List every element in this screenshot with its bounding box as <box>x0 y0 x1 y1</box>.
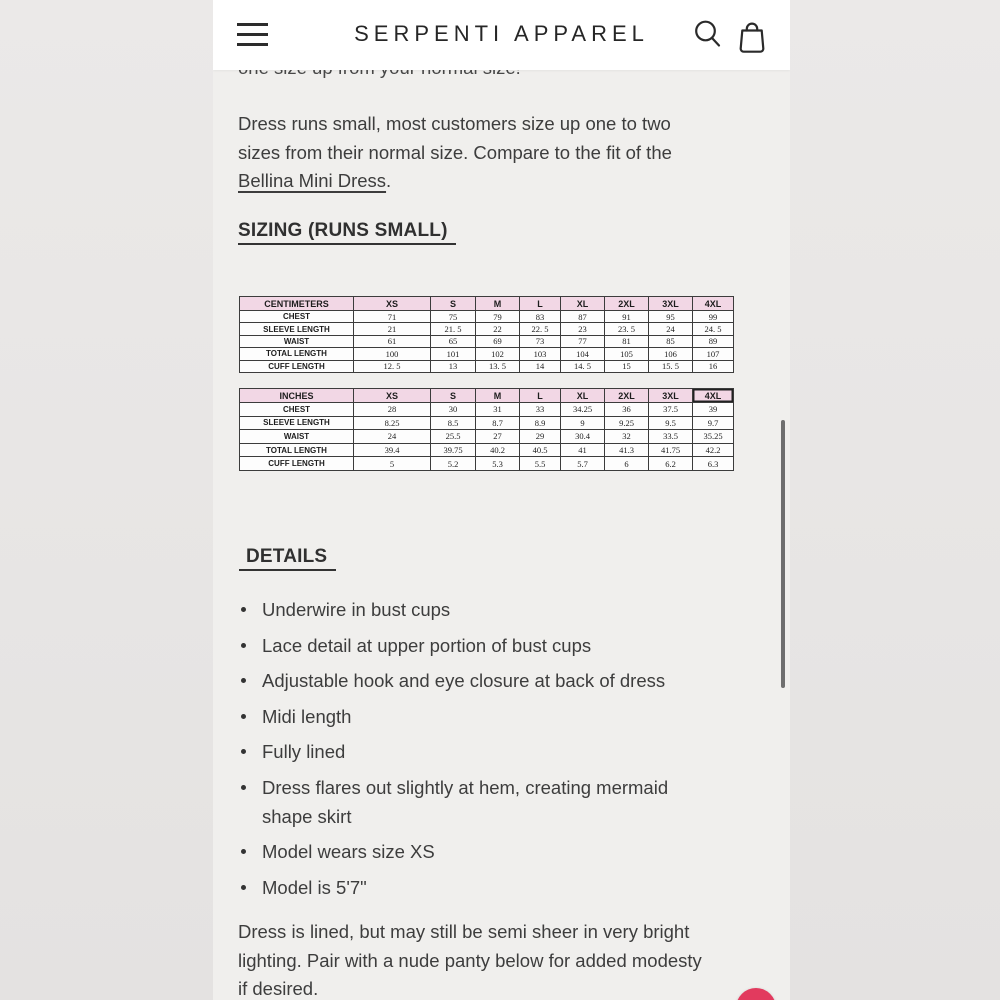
measurement-value-cell: 15 <box>605 360 649 372</box>
measurement-value-cell: 30.4 <box>561 430 605 444</box>
search-icon[interactable] <box>692 14 722 54</box>
list-item: Dress flares out slightly at hem, creating mermaid shape skirt <box>238 773 716 831</box>
measurement-value-cell: 61 <box>354 335 431 347</box>
brand-title: SERPENTI APPAREL <box>354 21 649 46</box>
measurement-value-cell: 75 <box>431 311 476 323</box>
measurement-label-cell: TOTAL LENGTH <box>240 348 354 360</box>
measurement-value-cell: 22 <box>476 323 520 335</box>
size-table-row <box>240 311 734 323</box>
measurement-value-cell: 14. 5 <box>561 360 605 372</box>
list-item: Midi length <box>238 702 716 731</box>
measurement-value-cell: 104 <box>561 348 605 360</box>
measurement-value-cell: 37.5 <box>649 403 693 417</box>
measurement-label-cell: CUFF LENGTH <box>240 360 354 372</box>
measurement-value-cell: 8.5 <box>431 416 476 430</box>
measurement-label-cell: CUFF LENGTH <box>240 457 354 471</box>
size-table-centimeters <box>239 296 734 373</box>
measurement-label-cell: WAIST <box>240 430 354 444</box>
size-header-cell: 4XL <box>693 297 734 311</box>
measurement-value-cell: 22. 5 <box>520 323 561 335</box>
size-table-row <box>240 348 734 360</box>
size-header-cell: XS <box>354 389 431 403</box>
measurement-value-cell: 40.5 <box>520 443 561 457</box>
measurement-value-cell: 40.2 <box>476 443 520 457</box>
intro-text-after: . <box>386 170 392 191</box>
measurement-value-cell: 8.7 <box>476 416 520 430</box>
measurement-value-cell: 24. 5 <box>693 323 734 335</box>
measurement-value-cell: 5.5 <box>520 457 561 471</box>
measurement-value-cell: 39 <box>693 403 734 417</box>
measurement-value-cell: 41.75 <box>649 443 693 457</box>
measurement-value-cell: 25.5 <box>431 430 476 444</box>
bellina-mini-dress-link[interactable]: Bellina Mini Dress <box>238 170 387 191</box>
measurement-value-cell: 5.2 <box>431 457 476 471</box>
measurement-value-cell: 33.5 <box>649 430 693 444</box>
list-item: Underwire in bust cups <box>238 595 716 624</box>
measurement-value-cell: 105 <box>605 348 649 360</box>
measurement-value-cell: 87 <box>561 311 605 323</box>
measurement-value-cell: 14 <box>520 360 561 372</box>
measurement-value-cell: 32 <box>605 430 649 444</box>
measurement-value-cell: 13. 5 <box>476 360 520 372</box>
inches-table <box>239 388 734 471</box>
measurement-value-cell: 5.3 <box>476 457 520 471</box>
measurement-value-cell: 9 <box>561 416 605 430</box>
header-icons <box>692 14 768 54</box>
measurement-value-cell: 9.5 <box>649 416 693 430</box>
size-header-cell: 2XL <box>605 389 649 403</box>
measurement-value-cell: 81 <box>605 335 649 347</box>
size-header-cell: XS <box>354 297 431 311</box>
size-table-row <box>240 335 734 347</box>
measurement-label-cell: SLEEVE LENGTH <box>240 416 354 430</box>
measurement-value-cell: 102 <box>476 348 520 360</box>
size-table-row <box>240 443 734 457</box>
measurement-value-cell: 6.2 <box>649 457 693 471</box>
measurement-value-cell: 27 <box>476 430 520 444</box>
measurement-value-cell: 9.7 <box>693 416 734 430</box>
measurement-value-cell: 8.9 <box>520 416 561 430</box>
measurement-value-cell: 79 <box>476 311 520 323</box>
size-table-inches <box>239 388 734 471</box>
measurement-value-cell: 77 <box>561 335 605 347</box>
measurement-value-cell: 91 <box>605 311 649 323</box>
measurement-value-cell: 16 <box>693 360 734 372</box>
measurement-value-cell: 35.25 <box>693 430 734 444</box>
list-item: Model wears size XS <box>238 837 716 866</box>
size-table-row <box>240 403 734 417</box>
size-header-cell: L <box>520 389 561 403</box>
measurement-value-cell: 5.7 <box>561 457 605 471</box>
measurement-value-cell: 31 <box>476 403 520 417</box>
measurement-value-cell: 95 <box>649 311 693 323</box>
measurement-label-cell: WAIST <box>240 335 354 347</box>
size-header-cell: XL <box>561 389 605 403</box>
size-table-header-row <box>240 297 734 311</box>
measurement-value-cell: 100 <box>354 348 431 360</box>
measurement-value-cell: 85 <box>649 335 693 347</box>
measurement-value-cell: 34.25 <box>561 403 605 417</box>
measurement-value-cell: 24 <box>649 323 693 335</box>
details-heading: DETAILS <box>239 546 336 568</box>
size-header-cell: 3XL <box>649 389 693 403</box>
measurement-value-cell: 23. 5 <box>605 323 649 335</box>
measurement-value-cell: 41.3 <box>605 443 649 457</box>
list-item: Model is 5'7" <box>238 873 716 902</box>
measurement-value-cell: 42.2 <box>693 443 734 457</box>
site-header <box>213 0 790 70</box>
size-header-cell: 3XL <box>649 297 693 311</box>
details-list <box>238 595 716 908</box>
measurement-value-cell: 21. 5 <box>431 323 476 335</box>
size-table-row <box>240 457 734 471</box>
measurement-value-cell: 83 <box>520 311 561 323</box>
measurement-value-cell: 106 <box>649 348 693 360</box>
cart-bag-icon[interactable] <box>736 14 768 54</box>
sizing-heading: SIZING (RUNS SMALL) <box>238 220 456 242</box>
list-item: Lace detail at upper portion of bust cups <box>238 631 716 660</box>
measurement-value-cell: 73 <box>520 335 561 347</box>
size-header-cell: M <box>476 297 520 311</box>
measurement-value-cell: 103 <box>520 348 561 360</box>
size-header-cell: XL <box>561 297 605 311</box>
size-header-cell: 2XL <box>605 297 649 311</box>
size-table-row <box>240 416 734 430</box>
measurement-value-cell: 107 <box>693 348 734 360</box>
closing-paragraph: Dress is lined, but may still be semi sheer in very bright lighting. Pair with a nude panty below for added modesty if desired. <box>238 921 702 999</box>
measurement-value-cell: 12. 5 <box>354 360 431 372</box>
measurement-value-cell: 41 <box>561 443 605 457</box>
measurement-value-cell: 24 <box>354 430 431 444</box>
measurement-value-cell: 9.25 <box>605 416 649 430</box>
intro-text-before: Dress runs small, most customers size up one to two sizes from their normal size. Compare to the fit of the <box>238 113 672 163</box>
measurement-value-cell: 5 <box>354 457 431 471</box>
measurement-value-cell: 99 <box>693 311 734 323</box>
page-content <box>213 0 790 1000</box>
size-header-cell: M <box>476 389 520 403</box>
measurement-value-cell: 39.75 <box>431 443 476 457</box>
measurement-label-cell: TOTAL LENGTH <box>240 443 354 457</box>
measurement-value-cell: 69 <box>476 335 520 347</box>
measurement-value-cell: 6 <box>605 457 649 471</box>
size-header-cell: 4XL <box>693 389 734 403</box>
measurement-value-cell: 30 <box>431 403 476 417</box>
measurement-value-cell: 21 <box>354 323 431 335</box>
measurement-value-cell: 23 <box>561 323 605 335</box>
measurement-value-cell: 39.4 <box>354 443 431 457</box>
centimeters-table <box>239 296 734 373</box>
measurement-value-cell: 8.25 <box>354 416 431 430</box>
size-table-header-row <box>240 389 734 403</box>
measurement-value-cell: 15. 5 <box>649 360 693 372</box>
list-item: Fully lined <box>238 737 716 766</box>
measurement-value-cell: 101 <box>431 348 476 360</box>
measurement-value-cell: 13 <box>431 360 476 372</box>
size-header-cell: S <box>431 297 476 311</box>
intro-paragraph <box>238 110 716 196</box>
measurement-value-cell: 36 <box>605 403 649 417</box>
measurement-value-cell: 33 <box>520 403 561 417</box>
measurement-value-cell: 65 <box>431 335 476 347</box>
measurement-value-cell: 6.3 <box>693 457 734 471</box>
measurement-label-cell: CHEST <box>240 403 354 417</box>
size-table-row <box>240 323 734 335</box>
measurement-value-cell: 28 <box>354 403 431 417</box>
measurement-label-cell: SLEEVE LENGTH <box>240 323 354 335</box>
unit-header-cell: INCHES <box>240 389 354 403</box>
size-table-row <box>240 430 734 444</box>
measurement-value-cell: 71 <box>354 311 431 323</box>
measurement-label-cell: CHEST <box>240 311 354 323</box>
size-header-cell: S <box>431 389 476 403</box>
unit-header-cell: CENTIMETERS <box>240 297 354 311</box>
scrollbar-thumb[interactable] <box>781 420 785 688</box>
size-header-cell: L <box>520 297 561 311</box>
measurement-value-cell: 89 <box>693 335 734 347</box>
size-table-row <box>240 360 734 372</box>
mobile-page <box>213 0 790 1000</box>
list-item: Adjustable hook and eye closure at back of dress <box>238 666 716 695</box>
measurement-value-cell: 29 <box>520 430 561 444</box>
